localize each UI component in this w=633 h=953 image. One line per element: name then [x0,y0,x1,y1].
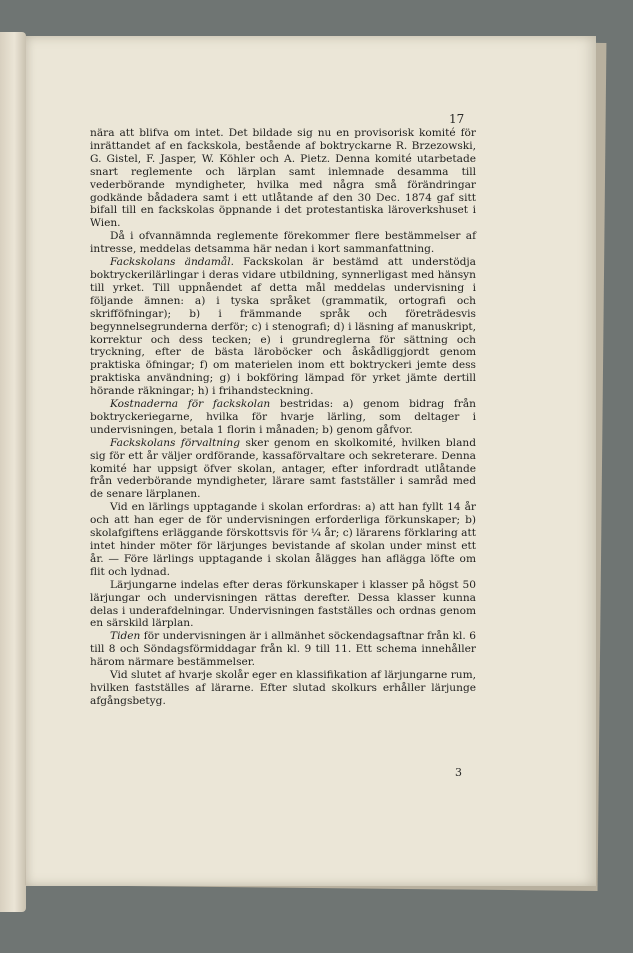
paragraph-text: bestridas: a) genom bidrag från boktryckeriegarne, hvilka för hvarje lärling, som deltager i undervisningen, betala 1 florin i månaden; b) genom gåfvor. [90,398,477,436]
paragraph-text: nära att blifva om intet. Det bildade sig nu en provisorisk komité för inrättandet af en fackskola, bestående af boktryckarne R. Brzezowski, G. Gistel, F. Jasper, W. Köhler och A. Pietz. Denna komité utarbetade snart reglemente och lärplan samt inlemnade desamma till vederbörande myndigheter, hvilka med några små förändringar godkände bådadera samt i ett utlåtande af den 30 Dec. 1874 gaf sitt bifall till en fackskolas öppnande i det protestantiska läroverkshuset i Wien. [90,127,476,230]
paragraph [90,127,476,230]
paragraph-text: Vid en lärlings upptagande i skolan erfordras: a) att han fyllt 14 år och att han eger de för undervisningen erforderliga förkunskaper; b) skolafgiftens erläggande förskottsvis för ¼ år; c) lärarens förklaring att intet hinder möter för lärjunges bevistande af skolan under minst ett år. — Före lärlings upptagande i skolan ålägges han aflägga löfte om flit och lydnad. [90,501,476,578]
paragraph [90,669,476,708]
paragraph [90,256,476,398]
facing-page-edge [0,32,26,912]
paragraph-text: för undervisningen är i allmänhet söckendagsaftnar från kl. 6 till 8 och Söndagsförmiddagar från kl. 9 till 11. Ett schema innehåller härom närmare bestämmelser. [90,630,476,669]
paragraph [90,230,476,256]
page-number: 17 [449,112,465,126]
paragraph [90,579,476,631]
paragraph-heading: Fackskolans ändamål. [110,256,234,269]
paragraph-heading: Kostnaderna för fackskolan [110,398,271,411]
paragraph-text: sker genom en skolkomité, hvilken bland sig för ett år väljer ordförande, kassaförvaltare och sekreterare. Denna komité har uppsigt öfver skolan, antager, efter infordradt utlåtande från vederbörande myndigheter, lärare samt fastställer i samråd med de senare lärplanen. [90,436,476,501]
paragraph-text: Vid slutet af hvarje skolår eger en klassifikation af lärjungarne rum, hvilken fastställes af lärarne. Efter slutad skolkurs erhåller lärjunge afgångsbetyg. [90,669,476,707]
paragraph [90,437,476,502]
paragraph [90,501,476,578]
signature-mark: 3 [455,766,462,779]
body-text [90,127,476,708]
paragraph-text: Då i ofvannämnda reglemente förekommer flere bestämmelser af intresse, meddelas detsamma här nedan i kort sammanfattning. [90,230,476,256]
paragraph-heading: Fackskolans förvaltning [110,436,241,449]
paragraph-text: Lärjungarne indelas efter deras förkunskaper i klasser på högst 50 lärjungar och undervisningen rättas derefter. Dessa klasser kunna delas i underafdelningar. Undervisningen fastställes och ordnas genom en särskild lärplan. [90,578,476,630]
paragraph [90,398,476,437]
paragraph [90,630,476,669]
paragraph-heading: Tiden [110,630,141,643]
paragraph-text: Fackskolan är bestämd att understödja boktryckerilärlingar i deras vidare utbildning, synnerligast med hänsyn till yrket. Till uppnåendet af detta mål meddelas undervisning i följande ämnen: a) i tyska språket (grammatik, ortografi och skrifföfningar); b) i främmande språk och företrädesvis begynnelsegrunderna derför; c) i stenografi; d) i läsning af manuskript, korrektur och dess tecken; e) i grundreglerna för sättning och tryckning, efter de bästa läroböcker och åskådliggjordt genom praktiska öfningar; f) om materielen inom ett boktryckeri jemte dess praktiska användning; g) i bokföring lämpad för yrket jämte dertill hörande räkningar; h) i frihandsteckning. [90,256,476,398]
